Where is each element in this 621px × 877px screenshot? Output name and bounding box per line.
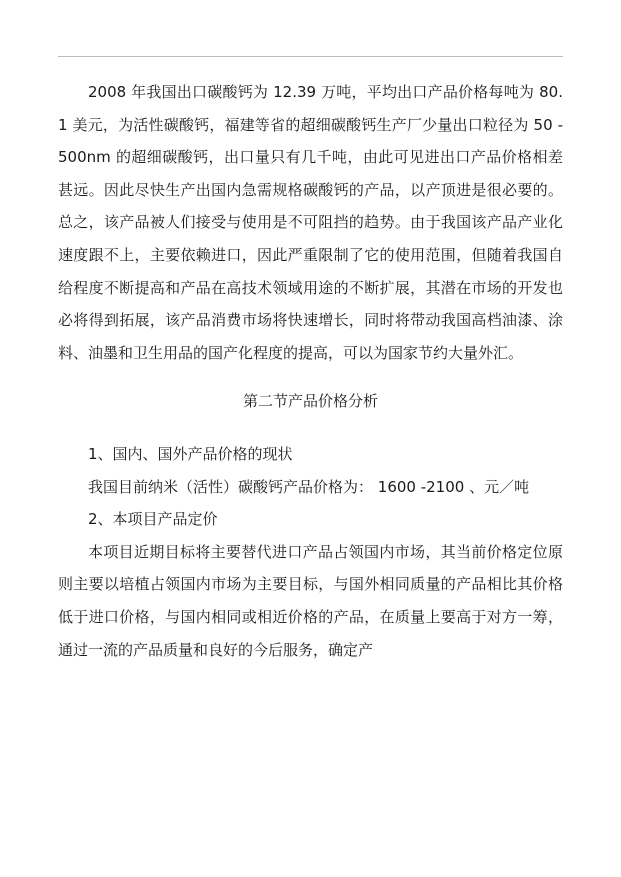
document-body [58,76,563,666]
price-line: 我国目前纳米（活性）碳酸钙产品价格为： 1600 -2100 、元／吨 [88,477,530,496]
pricing-paragraph: 本项目近期目标将主要替代进口产品占领国内市场，其当前价格定位原则主要以培植占领国内市场为主要目标，与国外相同质量的产品相比其价格低于进口价格，与国内相同或相近价格的产品，在质量上要高于对方一筹，通过一流的产品质量和良好的今后服务，确定产 [58,542,563,659]
export-paragraph: 2008 年我国出口碳酸钙为 12.39 万吨，平均出口产品价格每吨为 80.1 美元，为活性碳酸钙，福建等省的超细碳酸钙生产厂少量出口粒径为 50 -500nm 的超细碳酸钙，出口量只有几千吨，由此可见进出口产品价格相差甚远。因此尽快生产出国内急需规格碳酸钙的产品，以产顶进是很必要的。总之，该产品被人们接受与使用是不可阻挡的趋势。由于我国该产品产业化速度跟不上，主要依赖进口，因此严重限制了它的使用范围，但随着我国自给程度不断提高和产品在高技术领域用途的不断扩展，其潜在市场的开发也必将得到拓展，该产品消费市场将快速增长，同时将带动我国高档油漆、涂料、油墨和卫生用品的国产化程度的提高，可以为国家节约大量外汇。 [58,83,563,362]
subsection-heading-1: 1、国内、国外产品价格的现状 [88,444,293,463]
subsection-heading-2: 2、本项目产品定价 [88,510,218,529]
section-title: 第二节产品价格分析 [242,392,378,411]
header-rule [58,56,563,57]
